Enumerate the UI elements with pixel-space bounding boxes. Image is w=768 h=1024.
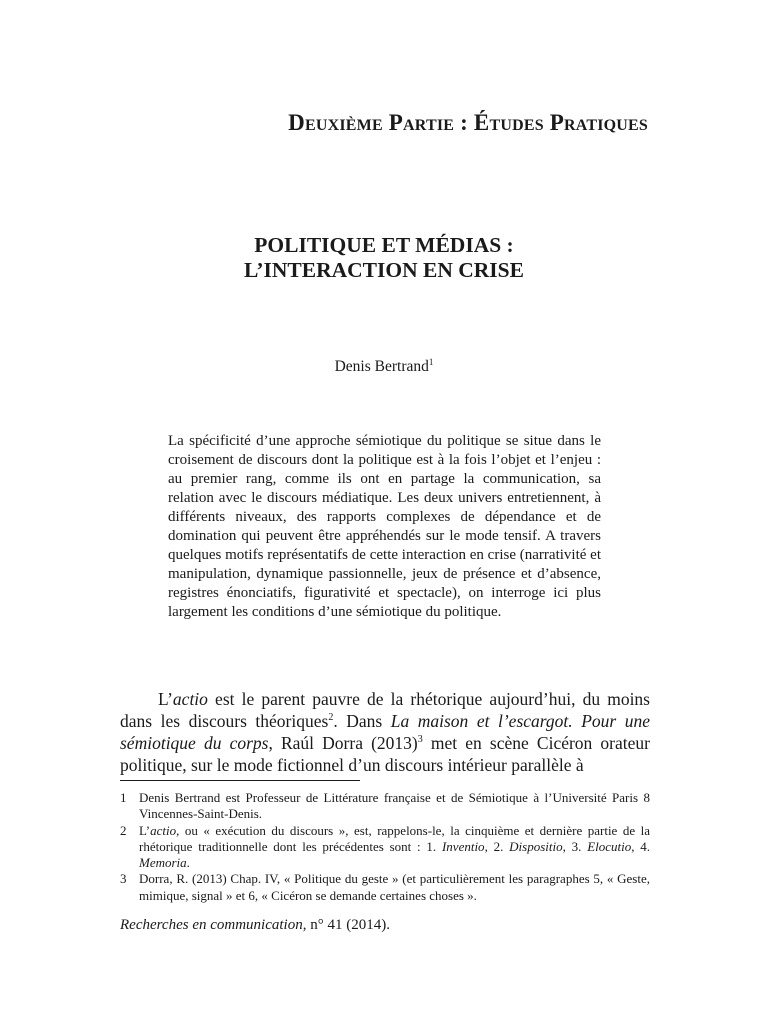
article-title-line-1: POLITIQUE ET MÉDIAS : <box>254 233 514 257</box>
body-text-run: met en scène Cicéron orateur politique, sur le mode fictionnel d’un discours intérieur parallèle à <box>120 733 650 775</box>
footnote-3 <box>120 871 650 904</box>
part-title: Deuxième Partie : Études Pratiques <box>288 110 648 135</box>
journal-name: Recherches en communication <box>120 917 303 933</box>
article-title-line-2: L’INTERACTION EN CRISE <box>244 258 524 282</box>
body-text-run: L’ <box>158 689 173 709</box>
body-text-run: . Dans <box>333 711 391 731</box>
footnote-text: L’actio, ou « exécution du discours », est, rappelons-le, la cinquième et dernière partie de la rhétorique traditionnelle dont les précédentes sont : 1. Inventio, 2. Dispositio, 3. Elocutio, 4. Memoria. <box>139 822 651 871</box>
footnote-marker: 3 <box>417 734 423 745</box>
footnote-text: Dorra, R. (2013) Chap. IV, « Politique du geste » (et particulièrement les paragraphes 5, « Geste, mimique, signal » et 6, « Cicéron se demande certaines choses ». <box>139 871 650 903</box>
author-footnote-marker: 1 <box>428 357 434 367</box>
body-paragraph <box>120 688 650 776</box>
footnote-marker: 2 <box>328 712 334 723</box>
footnote-1 <box>120 790 650 823</box>
article-title <box>120 233 648 283</box>
author-name: Denis Bertrand <box>334 358 429 375</box>
footnotes <box>120 790 650 904</box>
footnote-number: 1 <box>120 790 127 805</box>
footnote-number: 3 <box>120 871 127 887</box>
abstract: La spécificité d’une approche sémiotique du politique se situe dans le croisement de discours dont la politique est à la fois l’objet et l’enjeu : au premier rang, comme ils ont en partage la communication, sa relation avec le discours médiatique. Les deux univers entretiennent, à différents niveaux, des rapports complexes de dépendance et de domination qui peuvent être appréhendés sur le mode tensif. A travers quelques motifs représentatifs de cette interaction en crise (narrativité et manipulation, dynamique passionnelle, jeux de présence et d’absence, registres énonciatifs, figurativité et spectacle), on interroge ici plus largement les conditions d’une sémiotique du politique. <box>168 433 601 620</box>
body-text-run: est le parent pauvre de la rhétorique aujourd’hui, du moins dans les discours théoriques <box>120 689 650 731</box>
journal-issue: , n° 41 (2014). <box>302 917 390 933</box>
body-text-run: , Raúl Dorra (2013) <box>268 733 418 753</box>
footnote-number: 2 <box>120 822 127 838</box>
author <box>120 357 648 376</box>
footnote-separator <box>120 780 360 781</box>
journal-citation <box>120 917 390 934</box>
footnote-text: Denis Bertrand est Professeur de Littérature française et de Sémiotique à l’Université Paris 8 Vincennes-Saint-Denis. <box>139 790 650 822</box>
body-text-emphasis: actio <box>172 689 208 709</box>
body-text-emphasis: La maison et l’escargot. Pour une sémiotique du corps <box>120 711 650 753</box>
footnote-2 <box>120 823 650 872</box>
